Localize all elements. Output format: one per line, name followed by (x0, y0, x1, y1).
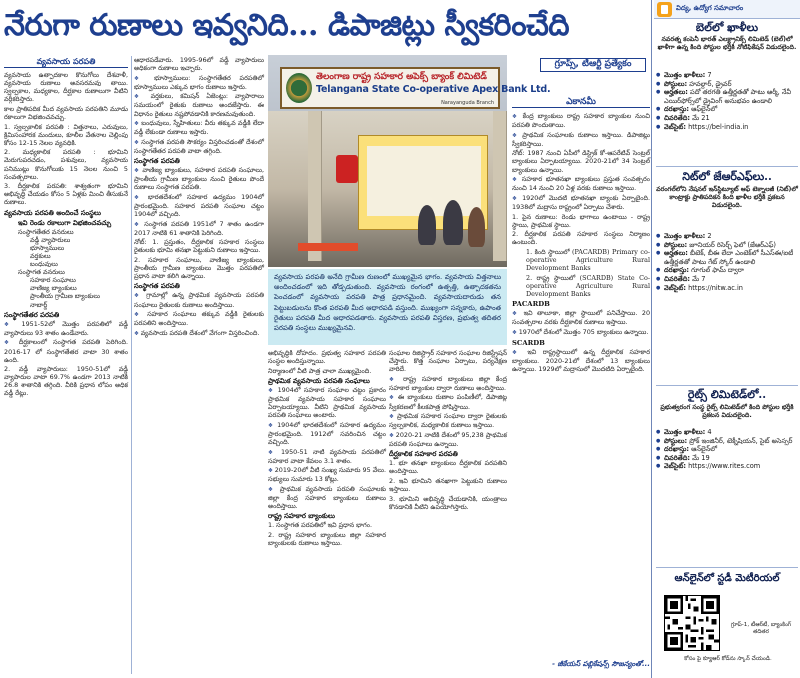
col3-para: 2. రాష్ట్ర సహకార బ్యాంకులు జిల్లా సహకార బ్యాంకులకు రుణాలు ఇస్తాయి. (268, 530, 386, 547)
study-material-title: ఆన్‌లైన్‌లో స్టడీ మెటీరియల్ (674, 573, 780, 584)
col4-para: 1. భూ తనఖా బ్యాంకులు దీర్ఘకాలిక పరపతిని అందిస్తాయి. (389, 459, 507, 476)
col3-para: నిర్మాణంలో వీటి పాత్ర చాలా ముఖ్యమైంది. (268, 366, 372, 375)
list-item: ● వెబ్‌సైట్: https://www.rites.com (656, 462, 799, 471)
col5-para: ❖ కేంద్ర బ్యాంకులు రాష్ట్ర సహకార బ్యాంకుల నుంచి పరపతి పొందుతాయి. (512, 112, 650, 129)
signboard-english: Telangana State Co-operative Apex Bank Ltd. (316, 84, 551, 95)
col2-para: ❖ వాణిజ్య బ్యాంకులు, సహకార పరపతి సంఘాలు, ప్రాంతీయ గ్రామీణ బ్యాంకులు నుంచి రైతులు పొందే రుణాలు సంస్థాగత పరపతి. (134, 166, 264, 191)
section-divider (651, 0, 652, 678)
col5-sub: SCARDB (512, 338, 545, 347)
col4-para: ❖ రాష్ట్ర సహకార బ్యాంకులు జిల్లా కేంద్ర సహకార బ్యాంకుల ద్వారా రుణాలు అందిస్తాయి. (389, 375, 507, 392)
col3-sub: రాష్ట్ర సహకార బ్యాంకులు (268, 512, 336, 521)
col3-para: ❖ ప్రాథమిక వ్యవసాయ పరపతి సంఘాలకు జిల్లా కేంద్ర సహకార బ్యాంకులు రుణాలు అందిస్తాయి. (268, 485, 386, 510)
job3-details (656, 428, 799, 471)
col1-sub: వ్యవసాయ పరపతి అందించే సంస్థలు (4, 208, 102, 217)
col2-para: ❖ సహకార సంఘాలు తక్కువ వడ్డీకి రైతులకు పరపతిని అందిస్తాయి. (134, 310, 264, 327)
list-item: ● దరఖాస్తు: గూగుల్ ఫామ్ ద్వారా (656, 266, 799, 275)
col1-para: ❖ దీర్ఘకాలంలో సంస్థాగత పరపతి పెరిగింది. 2016-17 లో సంస్థాగతేతర వాటా 30 శాతం ఉంది. (4, 338, 128, 363)
job3-desc: ప్రభుత్వరంగ సంస్థ రైట్స్ లిమిటెడ్‌లో కింది పోస్టుల భర్తీకి ప్రకటన విడుదలైంది. (660, 404, 794, 420)
list-item: ● వెబ్‌సైట్: https://bel-india.in (656, 123, 799, 132)
col5-item: 2. దీర్ఘకాలిక పరపతి సహకార సంస్థలు నిర్మాణం ఉంటుంది. (512, 230, 650, 247)
col2-para: ❖ వర్తకులు, కమిషన్ ఏజెంట్లు: వ్యాపారాలు సమయంలో రైతుకు రుణాలు అందజేస్తారు. ఈ విధానం రైతులు నష్టపోవడానికి కారణమవుతుంది. (134, 92, 264, 117)
col1-item: 2. మధ్యకాలిక పరపతి : భూమిని మెరుగుపరచడం, పశువులు, వ్యవసాయ పనిముట్లు కొనుగోలుకు 15 నెలల నుంచి 5 సంవత్సరాలు. (4, 148, 128, 181)
list-item: ● పోస్టులు: ప్రోక్ ఇంజినీర్, టెక్నీషియన్, సైట్ అసెస్సర్ (656, 437, 799, 446)
job1-desc: నవరత్న కంపెనీ భారత్ ఎలక్ట్రానిక్స్ లిమిటెడ్ (బెల్)లో ఖాళీగా ఉన్న కింది పోస్టుల భర్తీకి నోటిఫికేషన్ విడుదలైంది. (657, 36, 797, 52)
col1-para: 2. వడ్డీ వ్యాపారులు: 1950-51లో వడ్డీ వ్యాపారుల వాటా 69.7% ఉండగా 2013 నాటికి 26.8 శాతానికి తగ్గింది. వీరికి ప్రధాన లోపం అధిక వడ్డీ రేట్లు. (4, 365, 128, 398)
list-item: ● చివరితేది: మే 19 (656, 454, 799, 463)
divider (656, 166, 798, 167)
column-1 (4, 71, 128, 675)
signboard-branch: Narayanguda Branch (441, 100, 494, 106)
col5-para: ❖ ఇవి రాష్ట్రస్థాయిలో ఉన్న దీర్ఘకాలిక సహకార బ్యాంకులు. 2020-21లో దేశంలో 13 బ్యాంకులు ఉన్నాయి. 1929లో మద్రాసులో మొదటిది ఏర్పాటైంది. (512, 348, 650, 373)
list-item: ● మొత్తం ఖాళీలు: 7 (656, 71, 799, 80)
col4-sub: దీర్ఘకాలిక సహకార పరపతి (389, 450, 458, 459)
col2-para: ❖ బంధువులు, స్నేహితులు: వీరు తక్కువ వడ్డీకి లేదా వడ్డీ లేకుండా రుణాలు ఇస్తారు. (134, 119, 264, 136)
list-item: ● అర్హతలు: పదో తరగతి ఉత్తీర్ణతతో పాటు ఆర్మీ, నేవీ ఎయిర్‌ఫోర్స్‌లో డ్రైవింగ్ అనుభవం ఉండాలి (656, 88, 799, 105)
col3-para: అభివృద్ధికి దోహదం. ప్రభుత్వ సహకార పరపతి సంస్థల అందిస్తున్నాయి. (268, 349, 386, 366)
job1-title: బెల్‌లో ఖాళీలు (695, 21, 759, 34)
col3-sub: ప్రాథమిక వ్యవసాయ పరపతి సంఘాలు (268, 376, 370, 385)
col3-para: ❖ 1904లో సహకార సంఘాల చట్టం ప్రకారం ప్రాథమిక వ్యవసాయ సహకార సంఘాలు ఏర్పాటయ్యాయి. వీటిని ప్రాథమిక వ్యవసాయ పరపతి సంఘాలు అంటారు. (268, 386, 386, 419)
col5-para: ❖ 1970లో దేశంలో మొత్తం 705 బ్యాంకులు ఉన్నాయి. (512, 328, 650, 337)
list-item: సంస్థాగతేతర వనరులు (18, 227, 74, 236)
col1-sub: ఇవి రెండు రకాలుగా విభజించవచ్చు (18, 218, 112, 227)
column-2 (134, 56, 264, 675)
col5-en-item: 2. రాష్ట్ర స్థాయిలో (SCARDB) State Co-operative Agriculture Rural Development Banks (526, 273, 650, 298)
list-item: వర్తకులు (30, 251, 51, 260)
sidebar-header (654, 0, 800, 19)
column-4 (389, 349, 507, 675)
list-item: ● చివరితేది: మే 7 (656, 275, 799, 284)
col5-en-item: 1. కింది స్థాయిలో (PACARDB) Primary co-operative Agriculture Rural Development Banks (526, 247, 650, 273)
col1-para: వ్యవసాయ ఉత్పాదకాల కొనుగోలు దేశవాళీ, వ్యవసాయ రుణాలు అవసరమవు తాయి. స్వల్పకాల, మధ్యకాల, దీర్ఘకాల రుణాలుగా వీటిని వర్గీకరిస్తారు. (4, 71, 128, 104)
col2-para: ఆధారపడేవారు. 1995-96లో వడ్డీ వ్యాపారులు అధికంగా రుణాలు ఇచ్చారు. (134, 56, 264, 73)
list-item: సహకార సంఘాలు (30, 276, 76, 285)
col2-para: 2. సహకార సంఘాలు, వాణిజ్య బ్యాంకులు, ప్రాంతీయ గ్రామీణ బ్యాంకులు మొత్తం పరపతిలో ప్రధాన వాటా కలిగి ఉన్నాయి. (134, 256, 264, 281)
col5-para: ❖ ఇవి తాలూకా, జిల్లా స్థాయిలో పనిచేస్తాయి. 20 సంవత్సరాల వరకు దీర్ఘకాలిక రుణాలు ఇస్తాయి. (512, 309, 650, 326)
groups-badge: గ్రూప్స్, టీఆర్టీ ప్రత్యేకం (540, 58, 646, 72)
job2-title: నిట్‌లో జేఆర్‌ఎఫ్‌లు.. (682, 170, 772, 183)
col4-para: సంఘాల రిజిస్ట్రార్ సహకార సంఘాల రిజిస్ట్రేషన్ చేస్తారు. కొత్త సంఘాల ఏర్పాటు, పర్యవేక్షణ వారిదే. (389, 349, 507, 374)
col1-item: 3. దీర్ఘకాలిక పరపతి: శాశ్వతంగా భూమిని అభివృద్ధి చేయడం కోసం 5 ఏళ్లకు మించి తీసుకునే రుణాలు. (4, 182, 128, 207)
col5-item: 1. పైన రుణాలు: రెండు భాగాలు ఉంటాయి - రాష్ట్ర స్థాయి, ప్రాథమిక స్థాయి. (512, 212, 650, 229)
col5-para: ❖ ప్రాథమిక సంఘాలకు రుణాలు ఇస్తాయి. డిపాజిట్లు స్వీకరిస్తాయి. (512, 131, 650, 148)
education-logo-icon (657, 2, 672, 17)
col2-para: ❖ గ్రామాల్లో ఉన్న ప్రాథమిక వ్యవసాయ పరపతి సంఘాలు రైతులకు రుణాలు అందిస్తాయి. (134, 291, 264, 308)
job3-title: రైట్స్ లిమిటెడ్‌లో.. (687, 388, 767, 401)
list-item: వాణిజ్య బ్యాంకులు (30, 284, 77, 293)
bank-photo (268, 55, 551, 267)
col1-item: 1. స్వల్పకాలిక పరపతి : విత్తనాలు, ఎరువులు, క్రిమిసంహారక మందులు, కూలీల వేతనాల చెల్లింపు కోసం 12-15 నెలల వ్యవధికి. (4, 122, 128, 147)
sidebar-header-label: విద్య, ఉద్యోగ సమాచారం (676, 4, 744, 12)
bank-logo-icon (286, 73, 312, 103)
col2-para: ❖ సంస్థాగత పరపతి 1951లో 7 శాతం ఉండగా 2017 నాటికి 61 శాతానికి పెరిగింది. (134, 220, 264, 237)
qr-code[interactable] (664, 595, 720, 651)
col1-heading: వ్యవసాయ పరపతి (4, 56, 128, 68)
bank-signboard (280, 67, 551, 109)
list-item: ● దరఖాస్తు: ఆన్‌లైన్‌లో (656, 445, 799, 454)
list-item: వడ్డీ వ్యాపారులు (30, 235, 71, 244)
list-item: ● చివరితేది: మే 21 (656, 114, 799, 123)
divider (656, 385, 798, 386)
list-item: ప్రాంతీయ గ్రామీణ బ్యాంకులు (30, 292, 100, 301)
list-item: ● పోస్టులు: జూనియర్ రిసెర్చ్ ఫెలో (జేఆర్‌ఎఫ్) (656, 241, 799, 250)
list-item: ● దరఖాస్తు: ఆఫ్‌లైన్‌లో (656, 105, 799, 114)
col4-para: ❖ ఈ బ్యాంకులు రుణాల పంపిణీలో, డిపాజిట్ల స్వీకరణలో కీలకపాత్ర పోషిస్తాయి. (389, 393, 507, 410)
col3-para: ❖ 1904లో భారతదేశంలో సహకార ఉద్యమం ప్రారంభమైంది. 1912లో సవరించిన చట్టం వచ్చింది. (268, 421, 386, 446)
list-item: ● మొత్తం ఖాళీలు: 4 (656, 428, 799, 437)
job2-desc: వరంగల్‌లోని నేషనల్ ఇన్‌స్టిట్యూట్ ఆఫ్ టెక్నాలజీ (నిట్)లో కాంట్రాక్టు ప్రాతిపదికన కింది ఖాళీల భర్తీకి ప్రకటన విడుదలైంది. (656, 186, 798, 210)
list-item: భూస్వాములు (30, 243, 65, 252)
highlight-box: వ్యవసాయ పరపతి అనేది గ్రామీణ రుణంలో ముఖ్యమైన భాగం. వ్యవసాయ విత్తనాలు అందించడంలో ఇది తోడ్పడుతుంది. వ్యవసాయ రంగంలో ఉత్పత్తి, ఉత్పాదకతను పెంచడంలో వ్యవసాయ పరపతి పాత్ర ప్రధానమైంది. వ్యవసాయదారుడు తన పెట్టుబడులను కొంత పరపతి మీద ఆధారపడి వస్తుంది. ముఖ్యంగా సన్నకారు, ఉపాంత రైతులు పరపతి మీద ఆధారపడతారు. వ్యవసాయ పరపతి విస్తరణ, ప్రభుత్వ తదితర పరపతి సంస్థలు ముఖ్యమైనవి. (268, 269, 507, 345)
col1-para: కాల ప్రాతిపదిక మీద వ్యవసాయ పరపతిని మూడు రకాలుగా విభజించవచ్చు. (4, 104, 128, 121)
col3-para: 1. సంస్థాగత పరపతిలో ఇవి ప్రధాన భాగం. (268, 521, 372, 530)
list-item: ● మొత్తం ఖాళీలు: 2 (656, 232, 799, 241)
col2-sub: సంస్థాగత పరపతి (134, 282, 180, 291)
list-item: సంస్థాగత వనరులు (18, 268, 65, 277)
col1-sub: సంస్థాగతేతర పరపతి (4, 310, 60, 319)
col2-sub: సంస్థాగత పరపతి (134, 157, 180, 166)
qr-caption: గ్రూప్-1, టీఆర్‌టీ, బ్యాంకింగ్ తదితర (730, 622, 792, 636)
list-item: ● పోస్టులు: హవల్దార్, డ్రైవర్ (656, 80, 799, 89)
col5-en-item: PACARDB (512, 299, 550, 308)
credit-line: - జీకేయస్ పబ్లికేషన్స్ సౌజన్యంతో... (552, 660, 650, 668)
col5-para: ❖ సహకార భూతనఖా బ్యాంకులు ప్రస్తుత సంవత్సరం నుంచి 14 నుంచి 20 ఏళ్ల వరకు రుణాలు ఇస్తాయి. (512, 175, 650, 192)
col3-para: ❖ 1950-51 నాటి వ్యవసాయ పరపతిలో సహకార వాటా కేవలం 3.1 శాతం. (268, 448, 386, 465)
col4-para: 3. భూమిని అభివృద్ధి చేయడానికి, యంత్రాలు కొనడానికి వీటిని ఉపయోగిస్తారు. (389, 494, 507, 511)
col5-para: నోట్: 1987 నుంచి ఏపీలో డిస్ట్రిక్ కో-ఆపరేటివ్ సెంట్రల్ బ్యాంకులు ఏర్పాటయ్యాయి. 2020-21లో 34 సెంట్రల్ బ్యాంకులు ఉన్నాయి. (512, 149, 650, 174)
col2-para: ❖ సంస్థాగత పరపతి సౌకర్యం విస్తరించడంతో దేశంలో సంస్థాగతేతర పరపతి వాటా తగ్గింది. (134, 138, 264, 155)
col2-para: ❖ భూస్వాములు: సంస్థాగతేతర పరపతిలో భూస్వాములు ఎక్కువ భాగం రుణాలు ఇస్తారు. (134, 74, 264, 91)
job2-details (656, 232, 799, 292)
list-item: నాబార్డ్ (30, 300, 48, 309)
column-3 (268, 349, 386, 675)
col4-para: 2. ఇవి భూమిని తనఖాగా పెట్టుకుని రుణాలు ఇస్తాయి. (389, 476, 507, 493)
signboard-telugu: తెలంగాణ రాష్ట్ర సహకార అపెక్స్ బ్యాంక్ లిమిటెడ్ (316, 72, 487, 82)
col2-para: నోట్: 1. ప్రస్తుతం, దీర్ఘకాలిక సహకార సంస్థలు రైతులకు భూమి తనఖా పెట్టుకుని రుణాలు ఇస్తాయి. (134, 238, 264, 255)
col5-para: ❖ 1920లో మొదటి భూతనఖా బ్యాంకు ఏర్పాటైంది. 1938లో మద్రాసు రాష్ట్రంలో ఏర్పాటు చేశారు. (512, 194, 650, 211)
headline: నేరుగా రుణాలు ఇవ్వనిది... డిపాజిట్లు స్వీకరించేది (4, 8, 570, 43)
column-divider (131, 56, 132, 674)
list-item: బంధువులు (30, 260, 58, 269)
job1-details (656, 71, 799, 131)
col4-para: ❖ ప్రాథమిక సహకార సంఘాల ద్వారా రైతులకు స్వల్పకాలిక, మధ్యకాలిక రుణాలు ఇస్తాయి. (389, 412, 507, 429)
col2-para: ❖ వ్యవసాయ పరపతి దేశంలో వేగంగా విస్తరించింది. (134, 329, 264, 338)
col2-para: ❖ భారతదేశంలో సహకార ఉద్యమం 1904లో ప్రారంభమైంది. సహకార పరపతి సంఘాల చట్టం 1904లో వచ్చింది. (134, 193, 264, 218)
col1-para: ❖ 1951-52లో మొత్తం పరపతిలో వడ్డీ వ్యాపారులు 93 శాతం ఉండేవారు. (4, 320, 128, 337)
economy-heading: ఎకానమీ (512, 96, 650, 108)
column-5 (512, 112, 650, 657)
col4-para: ❖ 2020-21 నాటికి దేశంలో 95,238 ప్రాథమిక పరపతి సంఘాలు ఉన్నాయి. (389, 431, 507, 448)
qr-caption-2: కోసం పై క్యూఆర్ కోడ్‌ను స్కాన్ చేయండి. (684, 656, 772, 662)
list-item: ● అర్హతలు: బీటెక్, బీఈ లేదా ఎంటెక్‌లో సీఎస్‌ఈ/ఐటీ ఉత్తీర్ణతతో పాటు గేట్ స్కోర్ ఉండాలి (656, 249, 799, 266)
jobs-sidebar (654, 0, 800, 678)
list-item: ● వెబ్‌సైట్: https://nitw.ac.in (656, 284, 799, 293)
divider (656, 567, 798, 568)
col3-para: ❖ 2019-20లో వీటి సంఖ్య సుమారు 95 వేలు. సభ్యులు సుమారు 13 కోట్లు. (268, 466, 386, 483)
